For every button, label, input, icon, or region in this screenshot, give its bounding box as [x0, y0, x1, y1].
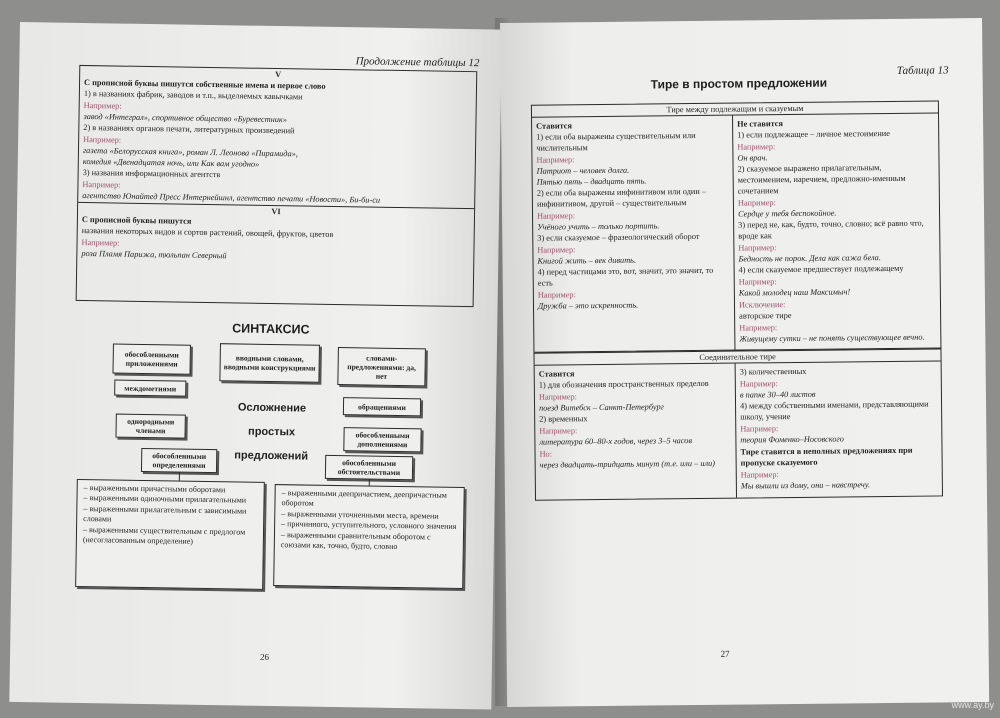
- text-line: С прописной буквы пишутся собственные имена и первое слово: [83, 78, 326, 91]
- text-line: Например:: [83, 135, 122, 145]
- text-line: 3) названия информационных агентств: [82, 168, 221, 180]
- text-line: Например:: [536, 155, 575, 165]
- text-line: Живущему сутки – не понять существующее вечно.: [739, 332, 925, 344]
- text-line: Например:: [737, 142, 776, 152]
- text-line: Какой молодец наш Максимыч!: [738, 287, 851, 298]
- col-placed: [532, 117, 734, 314]
- text-line: Например:: [83, 101, 122, 111]
- left-page: [9, 22, 502, 709]
- list-item: – выраженными существительным с предлогом (несогласованным определение): [82, 524, 246, 546]
- text-line: Не ставится: [737, 119, 783, 129]
- text-line: 4) между собственными именами, представляющими школу, учение: [740, 399, 929, 422]
- text-line: авторское тире: [739, 311, 792, 321]
- list-item: – причинного, уступительного, условного значения: [281, 519, 457, 532]
- box-additions: обособленными дополнениями: [343, 427, 421, 452]
- connector-left: [179, 473, 180, 481]
- text-line: Пятью пять – двадцать пять.: [536, 176, 647, 187]
- list-definitions-items: [83, 483, 258, 548]
- text-line: 1) в названиях фабрик, заводов и т.п., выделяемых кавычками: [83, 89, 303, 102]
- box-homogeneous: однородными членами: [115, 414, 185, 439]
- text-line: агентство Юнайтед Пресс Интернейшнл, агентство печати «Новости», Би-би-си: [82, 191, 381, 205]
- text-line: Например:: [739, 323, 778, 333]
- text-line: Мы вышли из дому, они – навстречу.: [740, 480, 871, 491]
- diagram-title: СИНТАКСИС: [232, 321, 310, 337]
- text-line: поезд Витебск – Санкт-Петербург: [539, 402, 664, 413]
- text-line: Например:: [740, 470, 779, 480]
- text-line: Тире ставится в неполных предложениях при пропуске сказуемого: [740, 445, 913, 468]
- text-line: С прописной буквы пишутся: [81, 214, 192, 226]
- text-line: Бедность не порок. Дела как сажа бела.: [738, 253, 881, 264]
- text-line: в папке 30–40 листов: [739, 389, 816, 400]
- section-v-roman: V: [275, 70, 282, 80]
- right-page-number: 27: [720, 648, 730, 659]
- text-line: Например:: [738, 243, 777, 253]
- text-line: Например:: [537, 290, 576, 300]
- text-line: Дружба – это искренность.: [537, 300, 639, 311]
- text-line: 1) для обозначения пространственных пределов: [538, 378, 709, 390]
- sec2-head: Соединительное тире: [534, 349, 940, 365]
- list-item: – выраженными причастными оборотами: [83, 483, 226, 495]
- box-addresses: обращениями: [343, 397, 421, 416]
- text-line: Например:: [738, 277, 777, 287]
- list-item: – выраженными сравнительным оборотом с союзами как, точно, будто, словно: [280, 529, 431, 552]
- table-connecting-dash: [533, 348, 943, 500]
- diagram-center: [229, 395, 314, 468]
- text-line: завод «Интеграл», спортивное общество «Буревестник»: [83, 112, 288, 125]
- box-appositives: обособленными приложениями: [112, 343, 190, 374]
- text-line: Он врач.: [737, 153, 768, 163]
- text-line: роза Пламя Парижа, тюльпан Северный: [81, 248, 227, 261]
- text-line: Патриот – человек долга.: [536, 165, 630, 176]
- text-line: Книгой жить – век дивить.: [537, 255, 637, 266]
- watermark: www.ay.by: [951, 700, 994, 710]
- list-circumstances-items: [281, 488, 458, 553]
- center-line-2: простых: [248, 425, 296, 439]
- text-line: 2) в названиях органов печати, литературных произведений: [83, 123, 295, 136]
- text-line: 2) временных: [539, 414, 588, 424]
- list-definitions: [75, 479, 265, 590]
- text-line: 4) если сказуемое предшествует подлежащему: [738, 263, 904, 275]
- table-dash-subject-predicate: [531, 100, 942, 352]
- text-line: Ставится: [536, 121, 572, 131]
- left-page-number: 26: [259, 651, 270, 662]
- text-line: литература 60–80-х годов, через 3–5 часов: [539, 436, 693, 447]
- section-vi-body: [77, 214, 474, 265]
- text-line: Например:: [537, 245, 576, 255]
- box-word-sentences: словами-предложениями: да, нет: [337, 347, 426, 386]
- text-line: Например:: [537, 211, 576, 221]
- sec1-head: Тире между подлежащим и сказуемым: [532, 101, 938, 117]
- text-line: Например:: [539, 426, 578, 436]
- box-definitions: обособленными определениями: [141, 448, 217, 473]
- center-line-3: предложений: [234, 449, 309, 463]
- section-vi-roman: VI: [271, 206, 281, 217]
- center-line-1: Осложнение: [237, 401, 307, 415]
- col2-left: [535, 365, 736, 473]
- box-interjections: междометиями: [114, 380, 186, 397]
- text-line: Учёного учить – только портить.: [537, 221, 660, 232]
- list-item: – выраженными деепричастием, деепричастным оборотом: [281, 488, 447, 509]
- box-circumstances: обособленными обстоятельствами: [325, 455, 413, 480]
- box-introductory: вводными словами, вводными конструкциями: [219, 343, 320, 383]
- list-circumstances: [273, 484, 465, 589]
- text-line: названия некоторых видов и сортов растений, овощей, фруктов, цветов: [81, 225, 334, 239]
- text-line: комедия «Двенадцатая ночь, или Как вам угодно»: [82, 157, 260, 169]
- section-v-body: [78, 77, 476, 207]
- text-line: через двадцать-тридцать минут (т.е. или – или): [539, 458, 716, 470]
- text-line: Но:: [539, 449, 553, 459]
- text-line: теория Фоменко–Носовского: [740, 434, 844, 445]
- text-line: 2) если оба выражены инфинитивом или один – инфинитивом, другой – существительным: [536, 186, 707, 209]
- right-page-title: Тире в простом предложении: [650, 75, 828, 92]
- text-line: Ставится: [538, 369, 575, 379]
- text-line: Например:: [538, 392, 577, 402]
- list-item: – выраженными одиночными прилагательными: [83, 493, 247, 506]
- text-line: 3) перед не, как, будто, точно, словно; всё равно что, вроде как: [738, 218, 924, 241]
- list-item: – выраженными прилагательным с зависимыми словами: [83, 503, 247, 524]
- text-line: Сердце у тебя беспокойное.: [737, 208, 837, 219]
- col-not-placed: [733, 114, 940, 346]
- text-line: Например:: [81, 237, 120, 248]
- right-page-header: Таблица 13: [896, 64, 949, 77]
- text-line: Например:: [82, 180, 121, 190]
- text-line: 1) если оба выражены существительным или числительным: [536, 131, 696, 153]
- text-line: 2) сказуемое выражено прилагательным, местоимением, наречием, предложно-именным сочетанием: [737, 163, 906, 196]
- text-line: 4) перед частицами это, вот, значит, это значит, то есть: [537, 265, 714, 288]
- text-line: 3) количественных: [739, 366, 807, 377]
- text-line: Например:: [739, 379, 778, 389]
- list-item: – выраженными уточненными места, времени: [281, 508, 439, 521]
- text-line: 1) если подлежащее – личное местоимение: [737, 128, 890, 140]
- text-line: Например:: [737, 198, 776, 208]
- text-line: 3) если сказуемое – фразеологический оборот: [537, 231, 700, 243]
- text-line: Например:: [740, 424, 779, 434]
- text-line: Исключение:: [738, 300, 786, 310]
- text-line: газета «Белорусская книга», роман Л. Леонова «Пирамида»,: [82, 146, 298, 159]
- left-page-header: Продолжение таблицы 12: [355, 55, 480, 70]
- table-12-continued: [76, 65, 478, 307]
- col2-right: [736, 362, 942, 493]
- right-page: [500, 18, 989, 707]
